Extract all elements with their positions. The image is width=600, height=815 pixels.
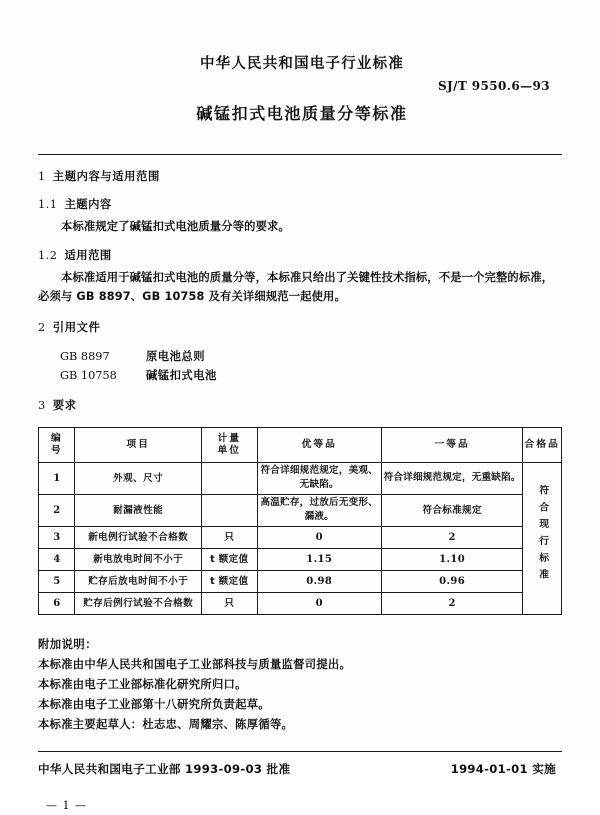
section-1-2-text: 本标准适用于碱锰扣式电池的质量分等，本标准只给出了关键性技术指标，不是一个完整的标准，必须与 GB 8897、GB 10758 及有关详细规范一起使用。: [38, 270, 554, 303]
row-premium-value: 高温贮存，过放后无变形、漏液。: [257, 494, 381, 526]
referenced-documents-list: [38, 347, 562, 385]
section-1-1-heading: [38, 195, 562, 214]
table-row: [39, 592, 562, 614]
column-header-first-grade: 一等品: [381, 427, 522, 462]
reference-code: GB 10758: [60, 368, 117, 382]
header-divider: [38, 154, 562, 155]
row-unit: t 额定值: [201, 548, 257, 570]
column-header-qualified-grade: 合格品: [523, 427, 562, 462]
section-1-1-number: 1.1: [38, 198, 58, 211]
section-1-number: 1: [38, 170, 46, 183]
table-row: [39, 548, 562, 570]
row-first-value: 2: [381, 526, 522, 548]
row-premium-value: 0: [257, 592, 381, 614]
page-content: [38, 0, 562, 812]
row-number: 5: [39, 570, 75, 592]
page-number: — 1 —: [46, 798, 87, 812]
row-number: 3: [39, 526, 75, 548]
footer-divider: [38, 751, 562, 752]
column-header-number-line1: 编: [50, 432, 63, 444]
section-2-number: 2: [38, 320, 46, 334]
section-1-2-number: 1.2: [38, 248, 58, 262]
section-2-title: 引用文件: [52, 320, 101, 334]
footer-row: [38, 760, 562, 779]
section-1-title: 主题内容与适用范围: [52, 170, 160, 183]
appendix-line: 本标准由中华人民共和国电子工业部科技与质量监督司提出。: [38, 657, 352, 671]
row-premium-value: 0: [257, 526, 381, 548]
qualified-vertical-text: 符合现行标准: [537, 485, 549, 586]
row-item-name: 贮存后放电时间不小于: [75, 570, 201, 592]
section-1-heading: [38, 167, 562, 186]
appendix-line: 本标准主要起草人：杜志忠、周耀宗、陈厚循等。: [38, 717, 294, 731]
footer-approval: 中华人民共和国电子工业部 1993-09-03 批准: [38, 761, 291, 776]
document-title: 碱锰扣式电池质量分等标准: [196, 104, 408, 123]
appendix-note: [38, 635, 562, 735]
appendix-line: 本标准由电子工业部第十八研究所负责起草。: [38, 697, 270, 711]
row-first-value: 1.10: [381, 548, 522, 570]
row-item-name: 外观、尺寸: [75, 462, 201, 494]
row-premium-value: 0.98: [257, 570, 381, 592]
row-premium-value: 符合详细规范规定，美观、无缺陷。: [257, 462, 381, 494]
column-header-number-line2: 号: [50, 444, 63, 456]
requirements-table: [38, 427, 562, 615]
requirements-table-wrapper: [38, 427, 562, 615]
document-body: [38, 167, 562, 815]
row-item-name: 贮存后例行试验不合格数: [75, 592, 201, 614]
row-unit: [201, 494, 257, 526]
reference-code: GB 8897: [60, 349, 110, 363]
row-item-name: 耐漏液性能: [75, 494, 201, 526]
column-header-item: 项目: [75, 427, 201, 462]
row-number: 6: [39, 592, 75, 614]
column-header-premium-grade: 优等品: [257, 427, 381, 462]
row-item-name: 新电放电时间不小于: [75, 548, 201, 570]
table-row: [39, 462, 562, 494]
appendix-title: 附加说明：: [38, 637, 97, 651]
section-1-1-text: 本标准规定了碱锰扣式电池质量分等的要求。: [61, 220, 290, 233]
row-unit: 只: [201, 592, 257, 614]
reference-item: [38, 347, 562, 366]
row-item-name: 新电例行试验不合格数: [75, 526, 201, 548]
row-first-value: 2: [381, 592, 522, 614]
table-row: [39, 570, 562, 592]
column-header-unit-line1: 计量: [217, 432, 242, 444]
reference-item: [38, 366, 562, 385]
table-row: [39, 494, 562, 526]
reference-name: 碱锰扣式电池: [146, 368, 217, 382]
row-number: 1: [39, 462, 75, 494]
section-3-number: 3: [38, 398, 46, 412]
row-first-value: 符合标准规定: [381, 494, 522, 526]
standard-number-row: [38, 73, 562, 99]
row-unit: [201, 462, 257, 494]
document-header: [38, 0, 562, 124]
row-premium-value: 1.15: [257, 548, 381, 570]
column-header-unit: [201, 427, 257, 462]
row-first-value: 0.96: [381, 570, 522, 592]
section-3-title: 要求: [52, 398, 77, 412]
table-row: [39, 526, 562, 548]
row-number: 4: [39, 548, 75, 570]
section-2-heading: [38, 318, 562, 337]
issuing-organization-title: 中华人民共和国电子行业标准: [199, 56, 405, 72]
column-header-unit-line2: 单位: [217, 444, 242, 456]
column-header-number: [39, 427, 75, 462]
section-1-2-heading: [38, 246, 562, 265]
row-unit: t 额定值: [201, 570, 257, 592]
section-1-1-title: 主题内容: [64, 198, 112, 211]
footer-effective-date: 1994-01-01 实施: [450, 761, 556, 776]
section-3-heading: [38, 396, 562, 415]
section-1-2-title: 适用范围: [64, 248, 112, 262]
row-qualified-value: [523, 462, 562, 614]
table-header-row: [39, 427, 562, 462]
row-number: 2: [39, 494, 75, 526]
standard-number: SJ/T 9550.6—93: [437, 79, 550, 93]
appendix-line: 本标准由电子工业部标准化研究所归口。: [38, 677, 247, 691]
reference-name: 原电池总则: [146, 349, 205, 363]
row-unit: 只: [201, 526, 257, 548]
row-first-value: 符合详细规范规定，无重缺陷。: [381, 462, 522, 494]
